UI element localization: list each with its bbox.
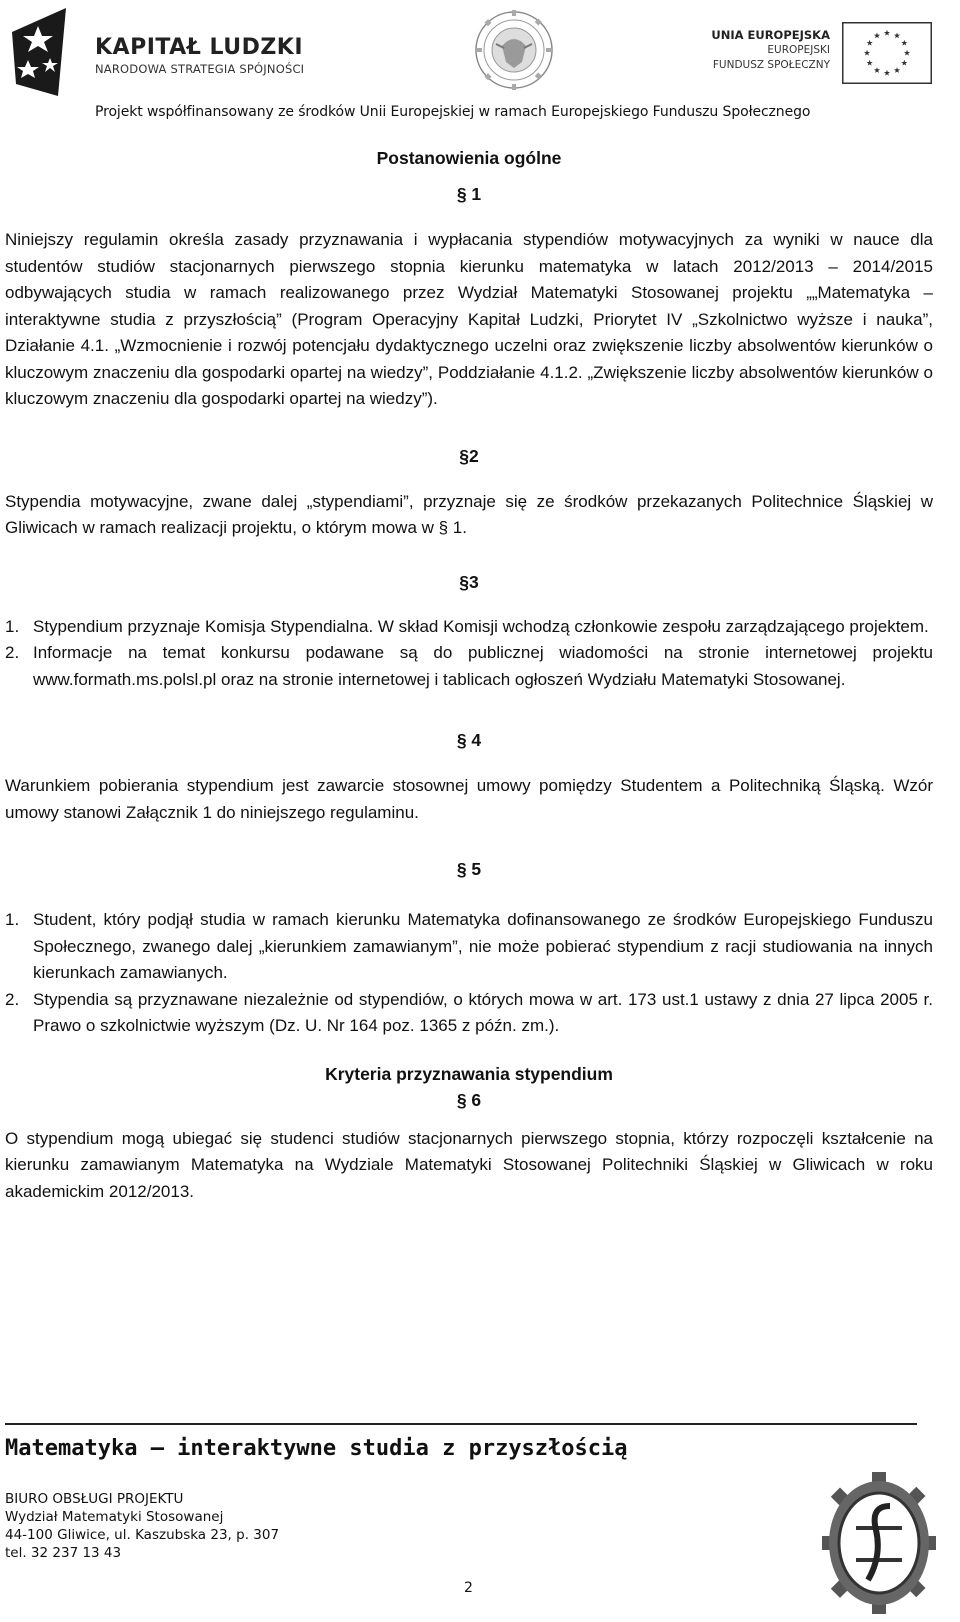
- list-item: [5, 987, 933, 1040]
- regulations-document: [5, 145, 933, 1205]
- list-item-text: Informacje na temat konkursu podawane są do publicznej wiadomości na stronie internetowej projektu www.formath.ms.polsl.pl oraz na stronie internetowej i tablicach ogłoszeń Wydziału Matematyki Stosowanej.: [33, 643, 933, 689]
- faculty-gear-logo-icon: [820, 1470, 938, 1616]
- page-header: [0, 0, 960, 130]
- kapital-ludzki-subtitle: NARODOWA STRATEGIA SPÓJNOŚCI: [95, 62, 305, 76]
- section-5-list: [5, 907, 933, 1040]
- list-item: [5, 640, 933, 693]
- footer-phone: tel. 32 237 13 43: [5, 1545, 122, 1561]
- eu-label: [710, 28, 830, 73]
- section-3-label: §3: [459, 571, 479, 592]
- eu-flag-icon: [842, 22, 932, 84]
- section-1-label: § 1: [456, 184, 482, 204]
- page-number: 2: [464, 1580, 473, 1596]
- section-6-label: § 6: [456, 1089, 482, 1110]
- footer-divider: [5, 1423, 917, 1425]
- list-item: [5, 614, 933, 641]
- kapital-ludzki-logo: [8, 4, 72, 100]
- cofinancing-note: Projekt współfinansowany ze środków Unii Europejskiej w ramach Europejskiego Funduszu Społecznego: [95, 104, 811, 120]
- section-2-text: Stypendia motywacyjne, zwane dalej „stypendiami”, przyznaje się ze środków przekazanych Politechnice Śląskiej w Gliwicach w ramach realizacji projektu, o którym mowa w § 1.: [5, 491, 933, 537]
- heading-general-provisions: Postanowienia ogólne: [376, 148, 562, 168]
- section-2-label: §2: [459, 445, 479, 466]
- footer-project-title: Matematyka – interaktywne studia z przyszłością: [5, 1436, 628, 1461]
- kapital-ludzki-title: KAPITAŁ LUDZKI: [95, 35, 304, 60]
- list-item: [5, 907, 933, 987]
- list-item-number: 1.: [5, 910, 20, 929]
- section-5-label: § 5: [456, 859, 482, 879]
- eu-line-2: EUROPEJSKI: [767, 44, 830, 56]
- list-item-number: 2.: [5, 643, 20, 662]
- politechnika-slaska-seal-icon: [474, 8, 554, 94]
- list-item-text: Stypendia są przyznawane niezależnie od stypendiów, o których mowa w art. 173 ust.1 ustawy z dnia 27 lipca 2005 r. Prawo o szkolnictwie wyższym (Dz. U. Nr 164 poz. 1365 z późn. zm.).: [33, 989, 933, 1035]
- eu-line-3: FUNDUSZ SPOŁECZNY: [712, 59, 830, 71]
- heading-criteria: Kryteria przyznawania stypendium: [325, 1063, 613, 1084]
- list-item-text: Stypendium przyznaje Komisja Stypendialna. W skład Komisji wchodzą członkowie zespołu zarządzającego projektem.: [33, 616, 929, 636]
- section-4-label: § 4: [456, 730, 482, 750]
- footer-office: BIURO OBSŁUGI PROJEKTU: [5, 1491, 184, 1507]
- footer-contact: [5, 1490, 279, 1562]
- list-item-number: 1.: [5, 616, 20, 636]
- section-3-list: [5, 614, 933, 694]
- footer-faculty: Wydział Matematyki Stosowanej: [5, 1509, 224, 1525]
- kapital-ludzki-wordmark: [95, 36, 304, 76]
- list-item-text: Student, który podjął studia w ramach kierunku Matematyka dofinansowanego ze środków Europejskiego Funduszu Społecznego, zwanego dalej „kierunkiem zamawianym”, nie może pobierać stypendium z racji studiowania na innych kierunkach zamawianych.: [33, 910, 933, 982]
- footer-address: 44-100 Gliwice, ul. Kaszubska 23, p. 307: [5, 1527, 280, 1543]
- section-1-text: Niniejszy regulamin określa zasady przyznawania i wypłacania stypendiów motywacyjnych za wyniki w nauce dla studentów studiów stacjonarnych pierwszego stopnia kierunku matematyka w latach 2012/2013 – 2014/2015 odbywających studia w ramach realizowanego przez Wydział Matematyki Stosowanej projektu „„Matematyka – interaktywne studia z przyszłością” (Program Operacyjny Kapitał Ludzki, Priorytet IV „Szkolnictwo wyższe i nauka”, Działanie 4.1. „Wzmocnienie i rozwój potencjału dydaktycznego uczelni oraz zwiększenie liczby absolwentów kierunków o kluczowym znaczeniu dla gospodarki opartej na wiedzy”, Poddziałanie 4.1.2. „Zwiększenie liczby absolwentów kierunków o kluczowym znaczeniu dla gospodarki opartej na wiedzy”).: [5, 230, 933, 408]
- section-6-text: O stypendium mogą ubiegać się studenci studiów stacjonarnych pierwszego stopnia, którzy rozpoczęli kształcenie na kierunku zamawianym Matematyka na Wydziale Matematyki Stosowanej Politechniki Śląskiej w Gliwicach w roku akademickim 2012/2013.: [5, 1128, 933, 1201]
- eu-line-1: UNIA EUROPEJSKA: [711, 28, 830, 42]
- section-4-text: Warunkiem pobierania stypendium jest zawarcie stosownej umowy pomiędzy Studentem a Politechniką Śląską. Wzór umowy stanowi Załącznik 1 do niniejszego regulaminu.: [5, 776, 933, 822]
- list-item-number: 2.: [5, 989, 20, 1009]
